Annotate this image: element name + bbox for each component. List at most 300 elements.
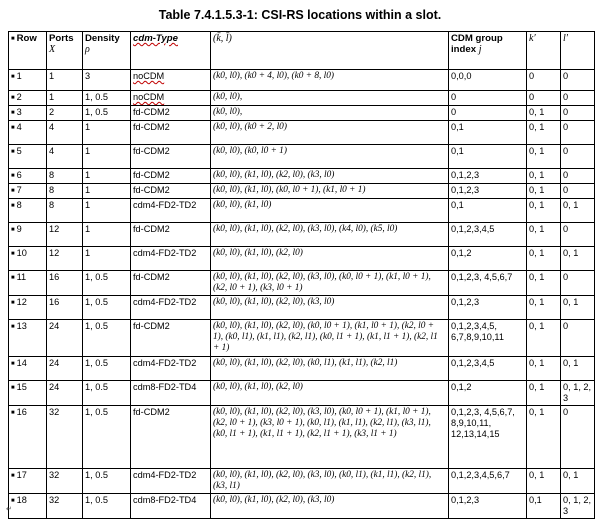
cell-location bbox=[211, 199, 449, 223]
cell-k-prime bbox=[527, 199, 561, 223]
bullet-marker: ■ bbox=[11, 275, 15, 281]
cell-k-prime-text: 0, 1 bbox=[529, 224, 545, 234]
cell-density-text: 3 bbox=[85, 71, 91, 81]
cell-k-prime bbox=[527, 223, 561, 247]
table-row bbox=[9, 121, 595, 145]
cell-l-prime-text: 0 bbox=[563, 92, 569, 102]
cell-location-text: (k0, l0), (k1, l0), (k2, l0) bbox=[213, 248, 303, 258]
cell-k-prime bbox=[527, 121, 561, 145]
table-row bbox=[9, 406, 595, 469]
cell-ports bbox=[47, 106, 83, 121]
cell-cdm-group-index-text: 0,1,2 bbox=[451, 382, 472, 392]
cell-l-prime bbox=[561, 296, 595, 320]
cell-cdm-group-index bbox=[449, 469, 527, 494]
cell-row-number-text: 14 bbox=[16, 358, 27, 368]
cell-ports-text: 8 bbox=[49, 185, 55, 195]
cell-l-prime bbox=[561, 70, 595, 91]
cell-ports bbox=[47, 169, 83, 184]
cell-cdm-group-index bbox=[449, 494, 527, 519]
cell-l-prime-text: 0 bbox=[563, 170, 569, 180]
cell-density bbox=[83, 223, 131, 247]
cell-row-number-text: 12 bbox=[16, 297, 27, 307]
cell-cdm-type-text: fd-CDM2 bbox=[133, 407, 170, 417]
cell-l-prime-text: 0, 1, 2, 3 bbox=[563, 495, 592, 516]
cell-cdm-group-index-text: 0,1,2,3 bbox=[451, 297, 480, 307]
cell-density-text: 1, 0.5 bbox=[85, 107, 108, 117]
cell-location bbox=[211, 121, 449, 145]
cell-location bbox=[211, 223, 449, 247]
cell-cdm-type-text: fd-CDM2 bbox=[133, 321, 170, 331]
cell-row-number bbox=[9, 70, 47, 91]
cell-ports-text: 12 bbox=[49, 248, 60, 258]
bullet-marker: ■ bbox=[11, 385, 15, 391]
cell-location-text: (k0, l0), bbox=[213, 107, 243, 117]
cell-row-number-text: 7 bbox=[16, 185, 22, 195]
cell-ports bbox=[47, 70, 83, 91]
table-row bbox=[9, 184, 595, 199]
cell-location bbox=[211, 271, 449, 296]
cell-cdm-type-text: noCDM bbox=[133, 92, 165, 102]
cell-cdm-type bbox=[131, 494, 211, 519]
cell-row-number bbox=[9, 169, 47, 184]
cell-density bbox=[83, 247, 131, 271]
cell-row-number-text: 4 bbox=[16, 122, 22, 132]
cell-row-number bbox=[9, 271, 47, 296]
cell-ports bbox=[47, 145, 83, 169]
cell-density bbox=[83, 494, 131, 519]
cell-cdm-type-text: fd-CDM2 bbox=[133, 185, 170, 195]
cell-k-prime-text: 0, 1 bbox=[529, 470, 545, 480]
cell-k-prime-text: 0,1 bbox=[529, 495, 542, 505]
cell-k-prime bbox=[527, 91, 561, 106]
header-ports: Ports X bbox=[47, 32, 83, 70]
cell-cdm-group-index bbox=[449, 296, 527, 320]
cell-row-number-text: 1 bbox=[16, 71, 22, 81]
cell-location-text: (k0, l0), (k1, l0), (k2, l0), (k3, l0) bbox=[213, 297, 335, 307]
cell-cdm-group-index bbox=[449, 70, 527, 91]
cell-density bbox=[83, 469, 131, 494]
cell-density bbox=[83, 169, 131, 184]
cell-ports-text: 32 bbox=[49, 470, 60, 480]
cell-row-number bbox=[9, 91, 47, 106]
cell-k-prime-text: 0, 1 bbox=[529, 170, 545, 180]
cell-l-prime bbox=[561, 145, 595, 169]
cell-cdm-type-text: cdm4-FD2-TD2 bbox=[133, 358, 197, 368]
cell-location-text: (k0, l0), (k1, l0), (k0, l0 + 1), (k1, l0 + 1) bbox=[213, 185, 366, 195]
cell-l-prime bbox=[561, 494, 595, 519]
cell-cdm-group-index bbox=[449, 271, 527, 296]
cell-location-text: (k0, l0), (k1, l0), (k2, l0), (k3, l0) bbox=[213, 495, 335, 505]
cell-density bbox=[83, 106, 131, 121]
cell-location bbox=[211, 70, 449, 91]
cell-density-text: 1, 0.5 bbox=[85, 272, 108, 282]
cell-ports-text: 8 bbox=[49, 200, 55, 210]
table-row bbox=[9, 169, 595, 184]
cell-density bbox=[83, 184, 131, 199]
table-row bbox=[9, 494, 595, 519]
cell-cdm-group-index-text: 0 bbox=[451, 107, 457, 117]
cell-l-prime-text: 0, 1 bbox=[563, 470, 579, 480]
cell-density-text: 1, 0.5 bbox=[85, 470, 108, 480]
table-row bbox=[9, 145, 595, 169]
cell-cdm-type bbox=[131, 121, 211, 145]
cell-density bbox=[83, 320, 131, 357]
cell-k-prime-text: 0, 1 bbox=[529, 146, 545, 156]
cell-ports bbox=[47, 406, 83, 469]
cell-cdm-group-index-text: 0,1,2,3,4,5,6,7 bbox=[451, 470, 510, 480]
cell-l-prime bbox=[561, 381, 595, 406]
cell-l-prime-text: 0 bbox=[563, 272, 569, 282]
cell-density-text: 1 bbox=[85, 122, 91, 132]
cell-l-prime bbox=[561, 184, 595, 199]
cell-ports bbox=[47, 320, 83, 357]
cell-l-prime-text: 0 bbox=[563, 107, 569, 117]
cell-cdm-type bbox=[131, 184, 211, 199]
cell-k-prime-text: 0, 1 bbox=[529, 107, 545, 117]
cell-cdm-type bbox=[131, 223, 211, 247]
bullet-marker: ■ bbox=[11, 149, 15, 155]
cell-location bbox=[211, 296, 449, 320]
cell-cdm-type-text: cdm8-FD2-TD4 bbox=[133, 382, 197, 392]
cell-density bbox=[83, 121, 131, 145]
cell-location bbox=[211, 145, 449, 169]
cell-ports-text: 2 bbox=[49, 107, 55, 117]
cell-location bbox=[211, 494, 449, 519]
cell-cdm-group-index bbox=[449, 247, 527, 271]
cell-cdm-group-index-text: 0,1,2,3, 4,5,6,7 bbox=[451, 272, 513, 282]
cell-location bbox=[211, 247, 449, 271]
cell-k-prime-text: 0, 1 bbox=[529, 200, 545, 210]
cell-k-prime bbox=[527, 271, 561, 296]
cell-location-text: (k0, l0), (k1, l0) bbox=[213, 200, 272, 210]
cell-cdm-group-index-text: 0,0,0 bbox=[451, 71, 472, 81]
cell-location-text: (k0, l0), (k1, l0), (k2, l0) bbox=[213, 382, 303, 392]
cell-cdm-group-index-text: 0,1,2 bbox=[451, 248, 472, 258]
cell-ports bbox=[47, 184, 83, 199]
cell-location-text: (k0, l0), (k0 + 4, l0), (k0 + 8, l0) bbox=[213, 71, 334, 81]
cell-cdm-group-index-text: 0,1,2,3 bbox=[451, 170, 480, 180]
cell-cdm-group-index-text: 0,1,2,3 bbox=[451, 495, 480, 505]
cell-l-prime-text: 0 bbox=[563, 185, 569, 195]
cell-cdm-group-index-text: 0,1,2,3 bbox=[451, 185, 480, 195]
cell-density-text: 1 bbox=[85, 224, 91, 234]
cell-location-text: (k0, l0), (k0, l0 + 1) bbox=[213, 146, 287, 156]
cell-location bbox=[211, 320, 449, 357]
cell-ports-text: 16 bbox=[49, 297, 60, 307]
cell-density-text: 1 bbox=[85, 146, 91, 156]
table-row bbox=[9, 381, 595, 406]
cell-location-text: (k0, l0), (k1, l0), (k2, l0), (k3, l0), (k0, l0 + 1), (k1, l0 + 1), (k2, l0 + 1), (k3, l0 + 1), (k0, l1), (k1, l1), (k2, l1), (k3, l1), (k0, l1 + 1), (k1, l1 + 1), (k2, l1 + 1), (k3, l1 + 1) bbox=[213, 407, 431, 439]
bullet-marker: ■ bbox=[11, 110, 15, 116]
cell-ports-text: 24 bbox=[49, 382, 60, 392]
cell-cdm-type-text: fd-CDM2 bbox=[133, 272, 170, 282]
cell-density-text: 1, 0.5 bbox=[85, 358, 108, 368]
cell-row-number-text: 17 bbox=[16, 470, 27, 480]
cell-k-prime-text: 0, 1 bbox=[529, 407, 545, 417]
cell-cdm-group-index bbox=[449, 381, 527, 406]
cell-cdm-type bbox=[131, 247, 211, 271]
cell-k-prime-text: 0, 1 bbox=[529, 272, 545, 282]
header-location: (k̄, l̄) bbox=[211, 32, 449, 70]
cell-l-prime-text: 0, 1 bbox=[563, 200, 579, 210]
cell-cdm-group-index bbox=[449, 406, 527, 469]
cell-ports-text: 24 bbox=[49, 358, 60, 368]
table-row bbox=[9, 320, 595, 357]
cell-ports bbox=[47, 247, 83, 271]
cell-k-prime-text: 0 bbox=[529, 92, 535, 102]
cell-row-number-text: 13 bbox=[16, 321, 27, 331]
bullet-marker: ■ bbox=[11, 410, 15, 416]
cell-cdm-type bbox=[131, 199, 211, 223]
cell-density-text: 1, 0.5 bbox=[85, 321, 108, 331]
cell-location-text: (k0, l0), bbox=[213, 92, 243, 102]
cell-cdm-type-text: fd-CDM2 bbox=[133, 170, 170, 180]
bullet-marker: ■ bbox=[11, 95, 15, 101]
cell-row-number-text: 2 bbox=[16, 92, 22, 102]
table-row bbox=[9, 223, 595, 247]
cell-cdm-group-index-text: 0,1 bbox=[451, 122, 464, 132]
bullet-marker: ■ bbox=[11, 498, 15, 504]
cell-location bbox=[211, 357, 449, 381]
cell-cdm-group-index bbox=[449, 91, 527, 106]
cell-row-number bbox=[9, 469, 47, 494]
cell-l-prime bbox=[561, 271, 595, 296]
cell-k-prime bbox=[527, 296, 561, 320]
bullet-marker: ■ bbox=[11, 251, 15, 257]
table-row bbox=[9, 296, 595, 320]
bullet-marker: ■ bbox=[11, 74, 15, 80]
cell-density bbox=[83, 406, 131, 469]
cell-location-text: (k0, l0), (k1, l0), (k2, l0), (k3, l0), (k0, l1), (k1, l1), (k2, l1), (k3, l1) bbox=[213, 470, 432, 491]
cell-k-prime-text: 0, 1 bbox=[529, 297, 545, 307]
cell-l-prime-text: 0, 1 bbox=[563, 297, 579, 307]
cell-ports bbox=[47, 381, 83, 406]
cell-ports-text: 24 bbox=[49, 321, 60, 331]
header-l-prime: l′ bbox=[561, 32, 595, 70]
cell-k-prime-text: 0, 1 bbox=[529, 248, 545, 258]
csi-rs-locations-table bbox=[8, 31, 595, 519]
bullet-marker: ■ bbox=[11, 173, 15, 179]
header-cdm-type: cdm-Type bbox=[131, 32, 211, 70]
cell-row-number bbox=[9, 247, 47, 271]
cell-cdm-type-text: noCDM bbox=[133, 71, 165, 81]
cell-cdm-type bbox=[131, 169, 211, 184]
table-row bbox=[9, 469, 595, 494]
cell-cdm-type-text: fd-CDM2 bbox=[133, 107, 170, 117]
cell-density-text: 1 bbox=[85, 185, 91, 195]
cell-cdm-type-text: cdm8-FD2-TD4 bbox=[133, 495, 197, 505]
cell-ports bbox=[47, 494, 83, 519]
cell-row-number-text: 5 bbox=[16, 146, 22, 156]
cell-cdm-type bbox=[131, 381, 211, 406]
cell-cdm-group-index bbox=[449, 106, 527, 121]
cell-cdm-type bbox=[131, 106, 211, 121]
cell-ports-text: 4 bbox=[49, 122, 55, 132]
cell-cdm-group-index-text: 0,1,2,3,4,5 bbox=[451, 358, 495, 368]
cell-k-prime-text: 0, 1 bbox=[529, 185, 545, 195]
cell-ports bbox=[47, 296, 83, 320]
cell-row-number bbox=[9, 121, 47, 145]
cell-location bbox=[211, 106, 449, 121]
cell-row-number bbox=[9, 406, 47, 469]
cell-cdm-type bbox=[131, 357, 211, 381]
cell-cdm-type-text: cdm4-FD2-TD2 bbox=[133, 297, 197, 307]
cell-ports bbox=[47, 199, 83, 223]
cell-cdm-type-text: fd-CDM2 bbox=[133, 122, 170, 132]
cell-l-prime bbox=[561, 223, 595, 247]
header-cdm-group-index: CDM group index j bbox=[449, 32, 527, 70]
cell-location bbox=[211, 91, 449, 106]
cell-l-prime-text: 0 bbox=[563, 71, 569, 81]
cell-cdm-type bbox=[131, 271, 211, 296]
cell-ports bbox=[47, 91, 83, 106]
cell-cdm-group-index-text: 0,1 bbox=[451, 200, 464, 210]
cell-cdm-group-index bbox=[449, 320, 527, 357]
cell-location-text: (k0, l0), (k1, l0), (k2, l0), (k0, l0 + 1), (k1, l0 + 1), (k2, l0 + 1), (k0, l1), (k1, l1), (k2, l1), (k0, l1 + 1), (k1, l1 + 1), (k2, l1 + 1) bbox=[213, 321, 438, 353]
cell-cdm-group-index bbox=[449, 199, 527, 223]
cell-k-prime-text: 0, 1 bbox=[529, 358, 545, 368]
cell-row-number-text: 10 bbox=[16, 248, 27, 258]
cell-row-number bbox=[9, 320, 47, 357]
cell-l-prime bbox=[561, 169, 595, 184]
cell-row-number-text: 9 bbox=[16, 224, 22, 234]
cell-row-number-text: 3 bbox=[16, 107, 22, 117]
cell-location bbox=[211, 169, 449, 184]
cell-ports bbox=[47, 469, 83, 494]
cell-l-prime-text: 0, 1 bbox=[563, 358, 579, 368]
cell-l-prime-text: 0, 1 bbox=[563, 248, 579, 258]
cell-density-text: 1, 0.5 bbox=[85, 297, 108, 307]
bullet-marker: ■ bbox=[11, 361, 15, 367]
cell-cdm-type bbox=[131, 320, 211, 357]
cell-row-number bbox=[9, 199, 47, 223]
cell-row-number bbox=[9, 357, 47, 381]
cell-row-number bbox=[9, 296, 47, 320]
header-row bbox=[9, 32, 595, 70]
cell-row-number-text: 8 bbox=[16, 200, 22, 210]
bullet-marker: ■ bbox=[11, 300, 15, 306]
cell-location bbox=[211, 469, 449, 494]
cell-l-prime bbox=[561, 320, 595, 357]
cell-cdm-group-index bbox=[449, 169, 527, 184]
cell-density-text: 1, 0.5 bbox=[85, 382, 108, 392]
cell-row-number bbox=[9, 184, 47, 199]
cell-k-prime bbox=[527, 357, 561, 381]
cell-density bbox=[83, 381, 131, 406]
bullet-marker: ■ bbox=[11, 125, 15, 131]
cell-ports-text: 16 bbox=[49, 272, 60, 282]
cell-k-prime bbox=[527, 469, 561, 494]
cell-cdm-type-text: cdm4-FD2-TD2 bbox=[133, 248, 197, 258]
cell-cdm-type bbox=[131, 469, 211, 494]
cell-cdm-type-text: fd-CDM2 bbox=[133, 146, 170, 156]
cell-l-prime bbox=[561, 121, 595, 145]
cell-cdm-type bbox=[131, 406, 211, 469]
cell-density bbox=[83, 145, 131, 169]
cell-k-prime bbox=[527, 106, 561, 121]
cell-density-text: 1 bbox=[85, 248, 91, 258]
cell-cdm-group-index-text: 0 bbox=[451, 92, 457, 102]
cell-k-prime bbox=[527, 169, 561, 184]
cell-l-prime-text: 0, 1, 2, 3 bbox=[563, 382, 592, 403]
cell-cdm-type bbox=[131, 145, 211, 169]
table-row bbox=[9, 247, 595, 271]
cell-location bbox=[211, 381, 449, 406]
cell-row-number-text: 11 bbox=[16, 272, 27, 282]
table-row bbox=[9, 357, 595, 381]
cell-cdm-group-index bbox=[449, 184, 527, 199]
cell-k-prime bbox=[527, 381, 561, 406]
cell-cdm-group-index bbox=[449, 121, 527, 145]
paragraph-mark: ↵ bbox=[6, 506, 12, 513]
cell-cdm-type-text: fd-CDM2 bbox=[133, 224, 170, 234]
cell-location-text: (k0, l0), (k0 + 2, l0) bbox=[213, 122, 287, 132]
cell-l-prime bbox=[561, 106, 595, 121]
cell-cdm-group-index bbox=[449, 145, 527, 169]
cell-density-text: 1 bbox=[85, 170, 91, 180]
cell-location bbox=[211, 406, 449, 469]
cell-l-prime bbox=[561, 469, 595, 494]
cell-l-prime bbox=[561, 357, 595, 381]
bullet-marker: ■ bbox=[11, 188, 15, 194]
cell-density bbox=[83, 296, 131, 320]
cell-cdm-type bbox=[131, 70, 211, 91]
cell-density bbox=[83, 271, 131, 296]
cell-l-prime-text: 0 bbox=[563, 224, 569, 234]
bullet-marker: ■ bbox=[11, 324, 15, 330]
cell-l-prime-text: 0 bbox=[563, 122, 569, 132]
cell-cdm-group-index-text: 0,1,2,3,4,5 bbox=[451, 224, 495, 234]
cell-cdm-group-index-text: 0,1,2,3,4,5, 6,7,8,9,10,11 bbox=[451, 321, 504, 342]
cell-ports bbox=[47, 121, 83, 145]
table-row bbox=[9, 91, 595, 106]
cell-k-prime bbox=[527, 494, 561, 519]
table-row bbox=[9, 199, 595, 223]
cell-ports-text: 32 bbox=[49, 407, 60, 417]
cell-row-number-text: 15 bbox=[16, 382, 27, 392]
table-caption: Table 7.4.1.5.3-1: CSI-RS locations within a slot. bbox=[158, 8, 442, 22]
cell-row-number bbox=[9, 223, 47, 247]
cell-ports-text: 8 bbox=[49, 170, 55, 180]
bullet-marker: ■ bbox=[11, 473, 15, 479]
header-k-prime: k′ bbox=[527, 32, 561, 70]
cell-ports-text: 1 bbox=[49, 92, 55, 102]
cell-ports-text: 32 bbox=[49, 495, 60, 505]
cell-k-prime-text: 0, 1 bbox=[529, 321, 545, 331]
header-density: Density ρ bbox=[83, 32, 131, 70]
bullet-marker: ■ bbox=[11, 227, 15, 233]
table-row bbox=[9, 70, 595, 91]
cell-l-prime-text: 0 bbox=[563, 146, 569, 156]
cell-l-prime bbox=[561, 406, 595, 469]
cell-ports-text: 4 bbox=[49, 146, 55, 156]
cell-l-prime bbox=[561, 247, 595, 271]
cell-density-text: 1 bbox=[85, 200, 91, 210]
cell-location-text: (k0, l0), (k1, l0), (k2, l0), (k3, l0) bbox=[213, 170, 335, 180]
cell-k-prime bbox=[527, 247, 561, 271]
cell-cdm-group-index bbox=[449, 223, 527, 247]
cell-density-text: 1, 0.5 bbox=[85, 92, 108, 102]
cell-k-prime-text: 0, 1 bbox=[529, 122, 545, 132]
cell-ports bbox=[47, 357, 83, 381]
cell-k-prime bbox=[527, 184, 561, 199]
cell-row-number-text: 6 bbox=[16, 170, 22, 180]
cell-location-text: (k0, l0), (k1, l0), (k2, l0), (k3, l0), (k0, l0 + 1), (k1, l0 + 1), (k2, l0 + 1), (k3, l0 + 1) bbox=[213, 272, 431, 293]
cell-cdm-type-text: cdm4-FD2-TD2 bbox=[133, 470, 197, 480]
table-row bbox=[9, 271, 595, 296]
cell-location-text: (k0, l0), (k1, l0), (k2, l0), (k0, l1), (k1, l1), (k2, l1) bbox=[213, 358, 398, 368]
cell-density bbox=[83, 70, 131, 91]
